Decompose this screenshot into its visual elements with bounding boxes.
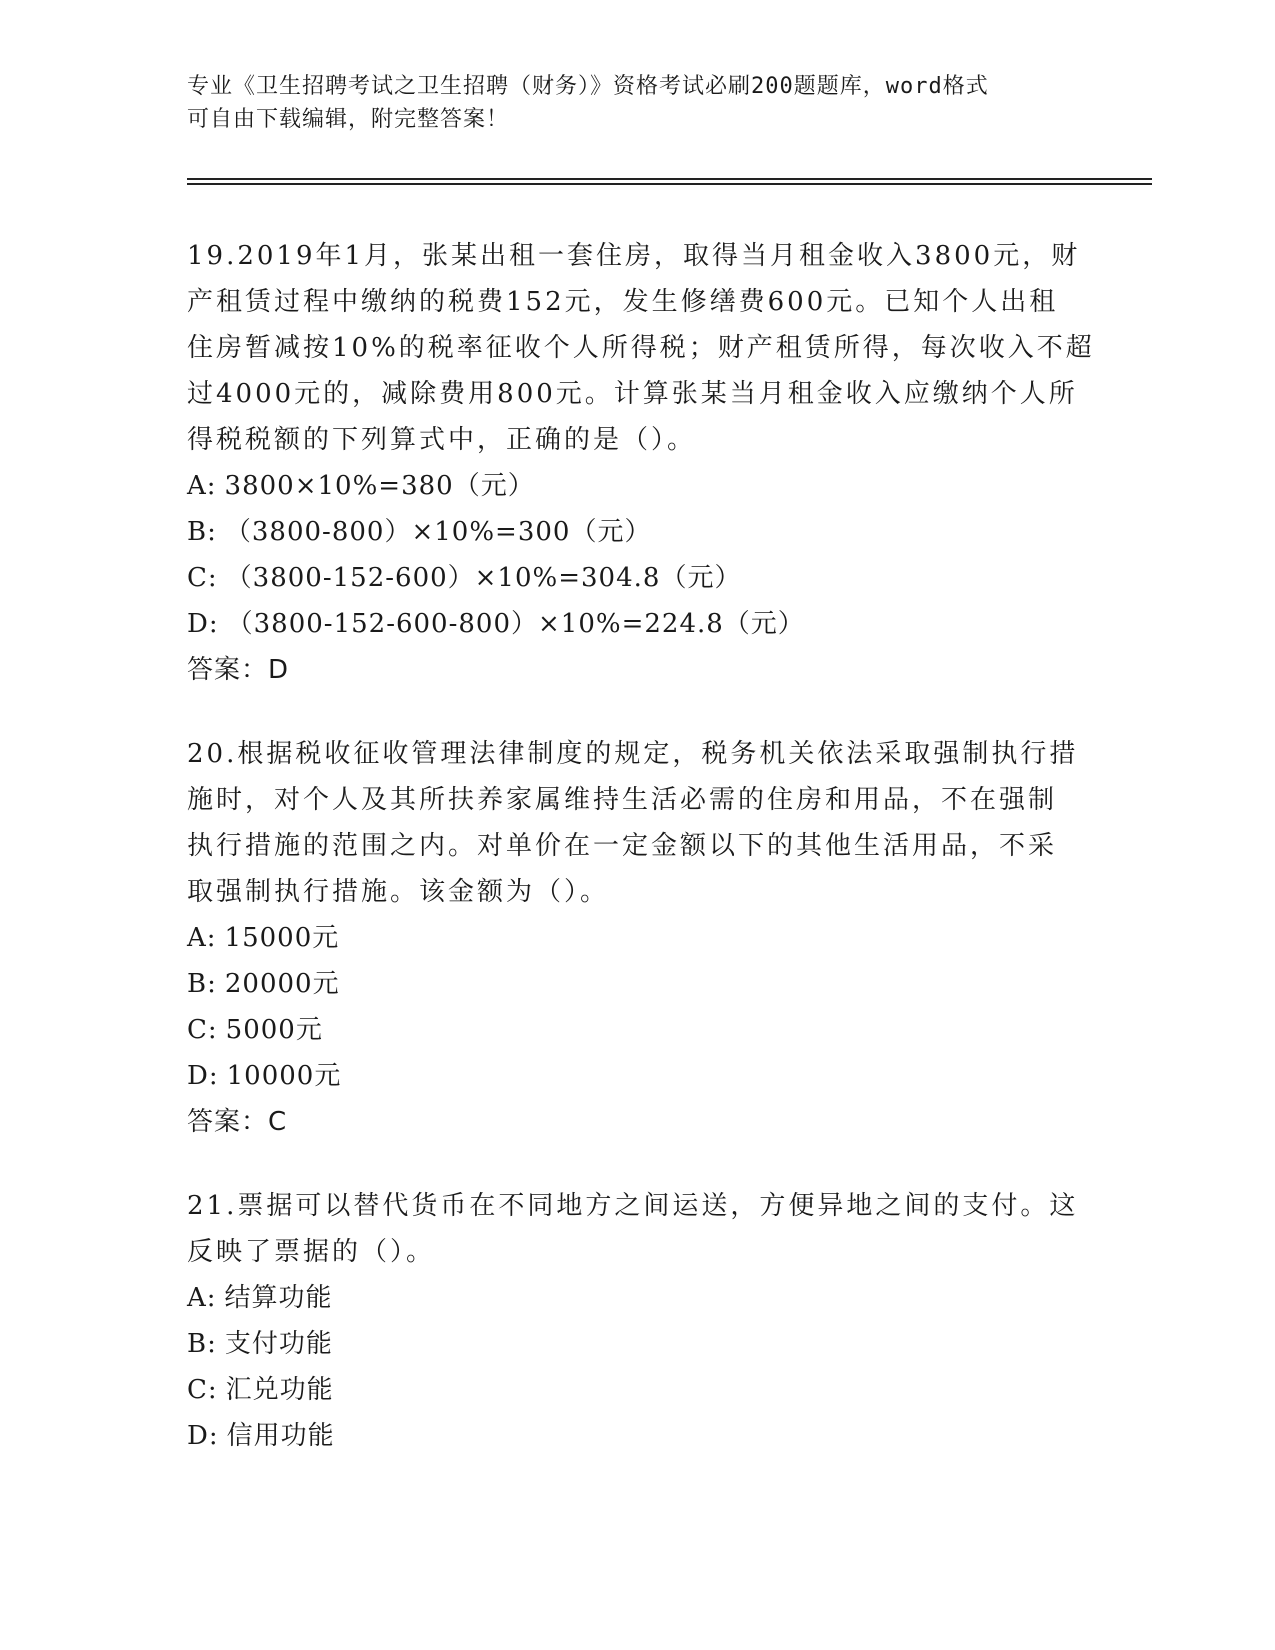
question-20 [187, 731, 1087, 1145]
option-letter: D: [187, 609, 219, 639]
option-letter: C: [187, 1015, 218, 1045]
header-line: 可自由下载编辑，附完整答案！ [187, 107, 510, 132]
option-a [187, 915, 1087, 961]
option-text: （3800-152-600-800）×10%=224.8（元） [226, 609, 805, 639]
stem-line: 取强制执行措施。该金额为（）。 [187, 877, 610, 907]
option-c [187, 555, 1087, 601]
header-divider [187, 183, 1152, 185]
stem-line: 施时，对个人及其所扶养家属维持生活必需的住房和用品，不在强制 [187, 785, 1058, 815]
question-stem [187, 1183, 1087, 1275]
option-list [187, 1275, 1087, 1459]
option-letter: B: [187, 1329, 217, 1359]
option-text: 15000元 [224, 923, 340, 953]
option-letter: B: [187, 517, 217, 547]
question-21 [187, 1183, 1087, 1459]
stem-line: 住房暂减按10%的税率征收个人所得税；财产租赁所得，每次收入不超 [187, 333, 1095, 363]
option-b [187, 961, 1087, 1007]
option-d [187, 601, 1087, 647]
option-text: 汇兑功能 [225, 1375, 334, 1405]
answer-line: 答案：D [187, 655, 290, 685]
stem-line: 得税税额的下列算式中，正确的是（）。 [187, 425, 697, 455]
option-c [187, 1367, 1087, 1413]
option-list [187, 463, 1087, 647]
option-letter: B: [187, 969, 217, 999]
option-letter: D: [187, 1061, 219, 1091]
option-b [187, 509, 1087, 555]
stem-line: 19.2019年1月，张某出租一套住房，取得当月租金收入3800元，财 [187, 241, 1081, 271]
stem-line: 执行措施的范围之内。对单价在一定金额以下的其他生活用品，不采 [187, 831, 1058, 861]
option-b [187, 1321, 1087, 1367]
option-letter: C: [187, 1375, 218, 1405]
option-text: 20000元 [224, 969, 340, 999]
stem-line: 产租赁过程中缴纳的税费152元，发生修缮费600元。已知个人出租 [187, 287, 1059, 317]
question-19 [187, 233, 1095, 693]
option-list [187, 915, 1087, 1099]
option-text: （3800-152-600）×10%=304.8（元） [225, 563, 742, 593]
option-text: （3800-800）×10%=300（元） [224, 517, 652, 547]
option-text: 3800×10%=380（元） [224, 471, 535, 501]
stem-line: 21.票据可以替代货币在不同地方之间运送，方便异地之间的支付。这 [187, 1191, 1079, 1221]
option-letter: C: [187, 563, 218, 593]
option-a [187, 463, 1087, 509]
option-letter: A: [187, 1283, 217, 1313]
option-text: 支付功能 [224, 1329, 333, 1359]
stem-line: 20.根据税收征收管理法律制度的规定，税务机关依法采取强制执行措 [187, 739, 1079, 769]
option-text: 10000元 [226, 1061, 342, 1091]
option-letter: A: [187, 471, 217, 501]
option-a [187, 1275, 1087, 1321]
option-d [187, 1413, 1087, 1459]
answer-line: 答案：C [187, 1107, 288, 1137]
option-text: 信用功能 [226, 1421, 335, 1451]
option-text: 5000元 [225, 1015, 323, 1045]
option-d [187, 1053, 1087, 1099]
option-text: 结算功能 [224, 1283, 333, 1313]
option-letter: D: [187, 1421, 219, 1451]
header-divider [187, 178, 1152, 180]
stem-line: 反映了票据的（）。 [187, 1237, 436, 1267]
header-line: 专业《卫生招聘考试之卫生招聘（财务）》资格考试必刷200题题库，word格式 [187, 74, 989, 99]
question-stem [187, 731, 1087, 915]
option-c [187, 1007, 1087, 1053]
option-letter: A: [187, 923, 217, 953]
document-header [187, 70, 1067, 136]
stem-line: 过4000元的，减除费用800元。计算张某当月租金收入应缴纳个人所 [187, 379, 1078, 409]
question-stem [187, 233, 1095, 463]
